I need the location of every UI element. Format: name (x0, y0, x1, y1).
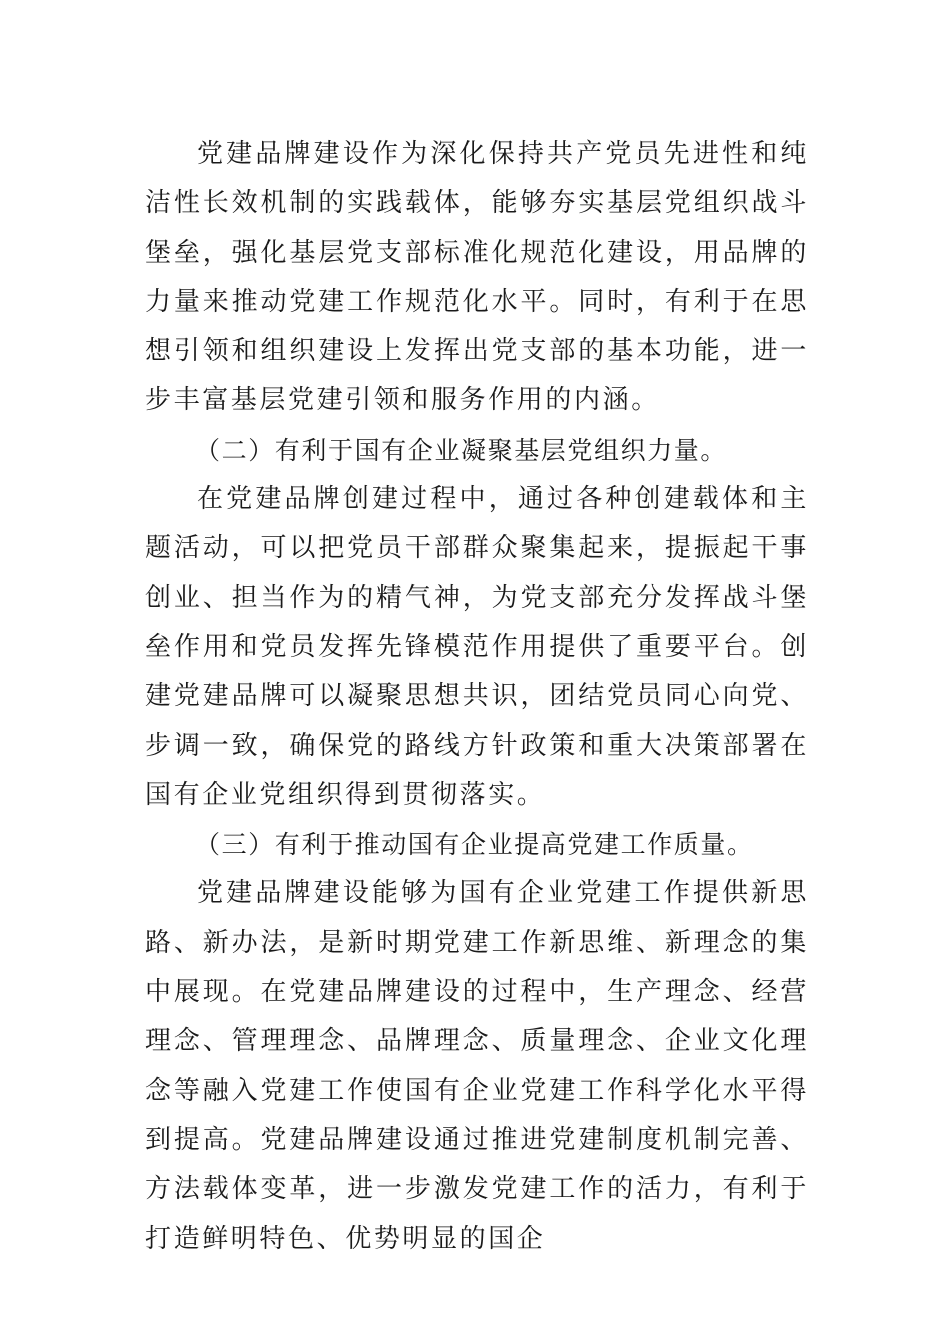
paragraph-cohesion: 在党建品牌创建过程中，通过各种创建载体和主题活动，可以把党员干部群众聚集起来，提振起干事创业、担当作为的精气神，为党支部充分发挥战斗堡垒作用和党员发挥先锋模范作用提供了重要平台。创建党建品牌可以凝聚思想共识，团结党员同心向党、步调一致，确保党的路线方针政策和重大决策部署在国有企业党组织得到贯彻落实。 (145, 484, 809, 810)
paragraph-quality: 党建品牌建设能够为国有企业党建工作提供新思路、新办法，是新时期党建工作新思维、新理念的集中展现。在党建品牌建设的过程中，生产理念、经营理念、管理理念、品牌理念、质量理念、企业文化理念等融入党建工作使国有企业党建工作科学化水平得到提高。党建品牌建设通过推进党建制度机制完善、方法载体变革，进一步激发党建工作的活力，有利于打造鲜明特色、优势明显的国企 (145, 878, 809, 1254)
section-heading-three: （三）有利于推动国有企业提高党建工作质量。 (195, 830, 754, 860)
paragraph-party-brand-intro: 党建品牌建设作为深化保持共产党员先进性和纯洁性长效机制的实践载体，能够夯实基层党组织战斗堡垒，强化基层党支部标准化规范化建设，用品牌的力量来推动党建工作规范化水平。同时，有利于在思想引领和组织建设上发挥出党支部的基本功能，进一步丰富基层党建引领和服务作用的内涵。 (145, 139, 809, 416)
document-body (145, 130, 809, 1264)
section-heading-two: （二）有利于国有企业凝聚基层党组织力量。 (195, 435, 728, 465)
